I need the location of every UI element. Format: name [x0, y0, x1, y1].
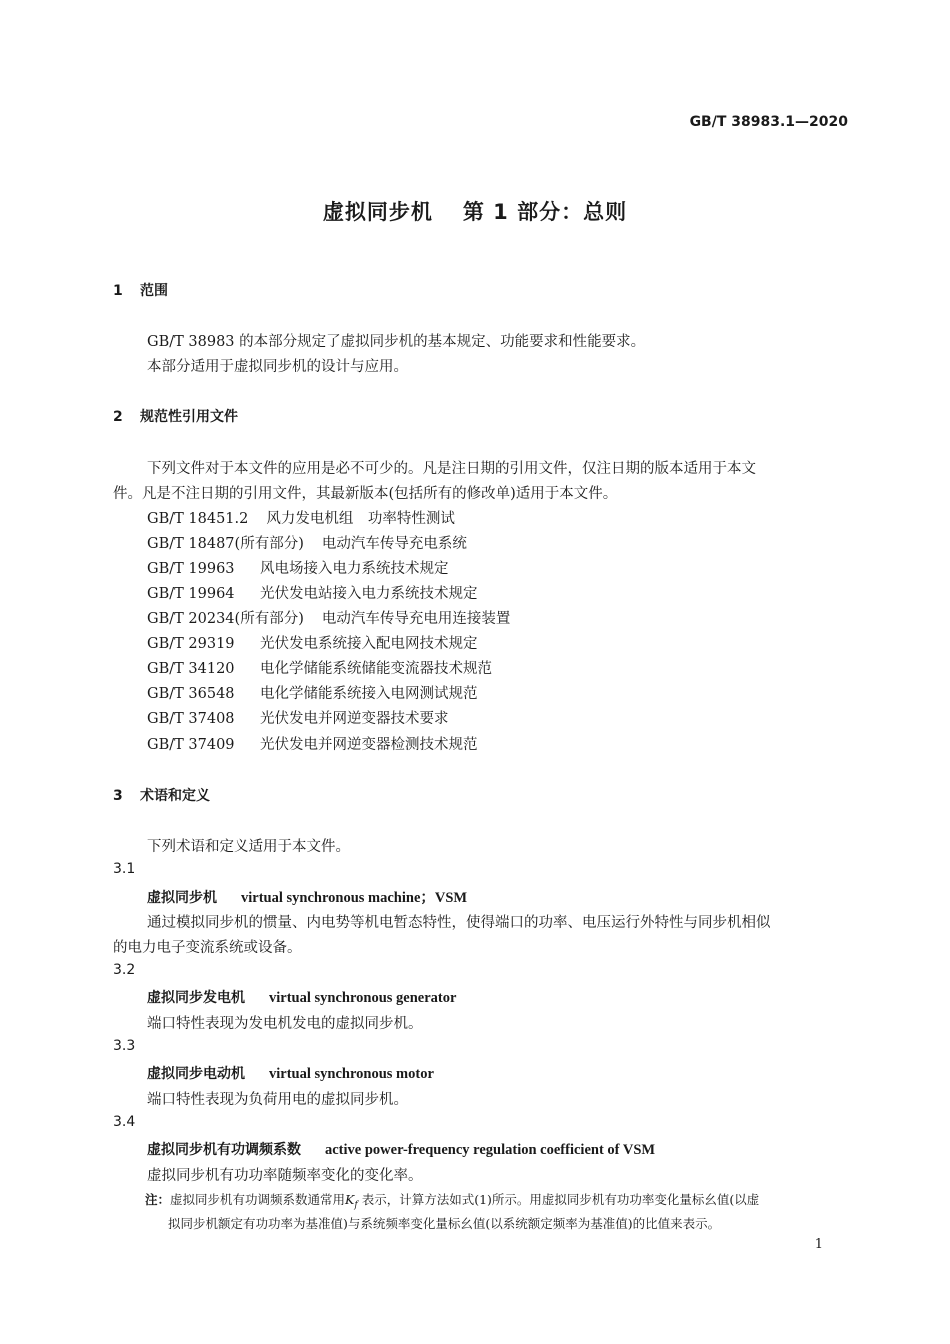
definition-line: 通过模拟同步机的惯量、内电势等机电暂态特性，使得端口的功率、电压运行外特性与同步机相似	[147, 915, 771, 931]
reference-code: GB/T 18451.2	[147, 511, 249, 527]
reference-code: GB/T 37408	[147, 711, 235, 727]
term-zh: 虚拟同步机有功调频系数	[147, 1142, 301, 1158]
reference-item	[147, 707, 449, 728]
term-zh: 虚拟同步机	[147, 890, 217, 906]
clause-number: 3.2	[113, 962, 136, 978]
clause-number: 3.3	[113, 1038, 136, 1054]
term-entry	[147, 886, 467, 907]
section-number: 2	[113, 409, 123, 425]
reference-name: 光伏发电站接入电力系统技术规定	[260, 586, 478, 602]
reference-code: GB/T 20234(所有部分)	[147, 611, 304, 627]
clause-number: 3.4	[113, 1114, 136, 1130]
term-zh: 虚拟同步发电机	[147, 990, 245, 1006]
reference-code: GB/T 37409	[147, 737, 235, 753]
title-main: 虚拟同步机	[322, 200, 433, 224]
definition-line: 的电力电子变流系统或设备。	[113, 940, 302, 956]
clause-number: 3.1	[113, 861, 136, 877]
reference-name: 光伏发电并网逆变器技术要求	[260, 711, 449, 727]
section-title: 范围	[140, 283, 168, 299]
standard-number: GB/T 38983.1—2020	[689, 114, 848, 130]
term-zh: 虚拟同步电动机	[147, 1066, 245, 1082]
reference-code: GB/T 18487(所有部分)	[147, 536, 304, 552]
reference-item	[147, 582, 478, 603]
reference-code: GB/T 19964	[147, 586, 235, 602]
section-1-heading	[113, 280, 168, 300]
paragraph: GB/T 38983 的本部分规定了虚拟同步机的基本规定、功能要求和性能要求。	[147, 334, 646, 350]
note-symbol: K	[345, 1192, 355, 1207]
note-symbol-subscript: f	[354, 1200, 358, 1211]
reference-name: 风电场接入电力系统技术规定	[260, 561, 449, 577]
term-en: virtual synchronous machine；VSM	[241, 890, 468, 906]
section-number: 3	[113, 788, 123, 804]
reference-name: 电化学储能系统储能变流器技术规范	[260, 661, 492, 677]
term-en: virtual synchronous generator	[269, 990, 457, 1006]
note-line: 拟同步机额定有功功率为基准值)与系统频率变化量标幺值(以系统额定频率为基准值)的比值来表示。	[168, 1216, 721, 1231]
term-entry	[147, 1139, 655, 1159]
paragraph-line: 件。凡是不注日期的引用文件，其最新版本(包括所有的修改单)适用于本文件。	[113, 486, 618, 502]
reference-item	[147, 657, 492, 678]
note-label: 注：	[145, 1192, 171, 1207]
section-2-heading	[113, 406, 238, 426]
reference-item	[147, 532, 467, 553]
reference-item	[147, 607, 510, 628]
note-text: 表示，计算方法如式(1)所示。用虚拟同步机有功功率变化量标幺值(以虚	[357, 1192, 760, 1207]
definition-line: 虚拟同步机有功功率随频率变化的变化率。	[147, 1168, 423, 1184]
definition-line: 端口特性表现为发电机发电的虚拟同步机。	[147, 1016, 423, 1032]
note	[145, 1190, 759, 1211]
term-en: virtual synchronous motor	[269, 1066, 434, 1082]
page-number: 1	[814, 1237, 823, 1252]
reference-name: 光伏发电系统接入配电网技术规定	[260, 636, 478, 652]
paragraph-line: 下列文件对于本文件的应用是必不可少的。凡是注日期的引用文件，仅注日期的版本适用于本文	[147, 461, 756, 477]
section-title: 规范性引用文件	[140, 409, 238, 425]
page-title	[0, 196, 950, 226]
definition-line: 端口特性表现为负荷用电的虚拟同步机。	[147, 1092, 408, 1108]
term-entry	[147, 1063, 434, 1083]
note-text: 虚拟同步机有功调频系数通常用	[170, 1192, 346, 1207]
title-part: 第 1 部分：总则	[462, 200, 628, 224]
reference-name: 电动汽车传导充电用连接装置	[321, 611, 511, 627]
paragraph: 下列术语和定义适用于本文件。	[147, 839, 350, 855]
reference-item	[147, 507, 455, 528]
reference-item	[147, 733, 478, 754]
reference-name: 光伏发电并网逆变器检测技术规范	[260, 737, 478, 753]
reference-item	[147, 682, 478, 703]
term-en: active power-frequency regulation coefficient of VSM	[325, 1142, 656, 1158]
reference-code: GB/T 29319	[147, 636, 235, 652]
term-entry	[147, 987, 456, 1007]
reference-code: GB/T 34120	[147, 661, 235, 677]
paragraph: 本部分适用于虚拟同步机的设计与应用。	[147, 359, 408, 375]
reference-code: GB/T 19963	[147, 561, 235, 577]
reference-name: 风力发电机组 功率特性测试	[266, 511, 455, 527]
reference-code: GB/T 36548	[147, 686, 235, 702]
section-title: 术语和定义	[140, 788, 210, 804]
reference-item	[147, 632, 478, 653]
reference-name: 电化学储能系统接入电网测试规范	[260, 686, 478, 702]
section-3-heading	[113, 785, 210, 805]
reference-item	[147, 557, 449, 578]
section-number: 1	[113, 283, 123, 299]
reference-name: 电动汽车传导充电系统	[321, 536, 467, 552]
